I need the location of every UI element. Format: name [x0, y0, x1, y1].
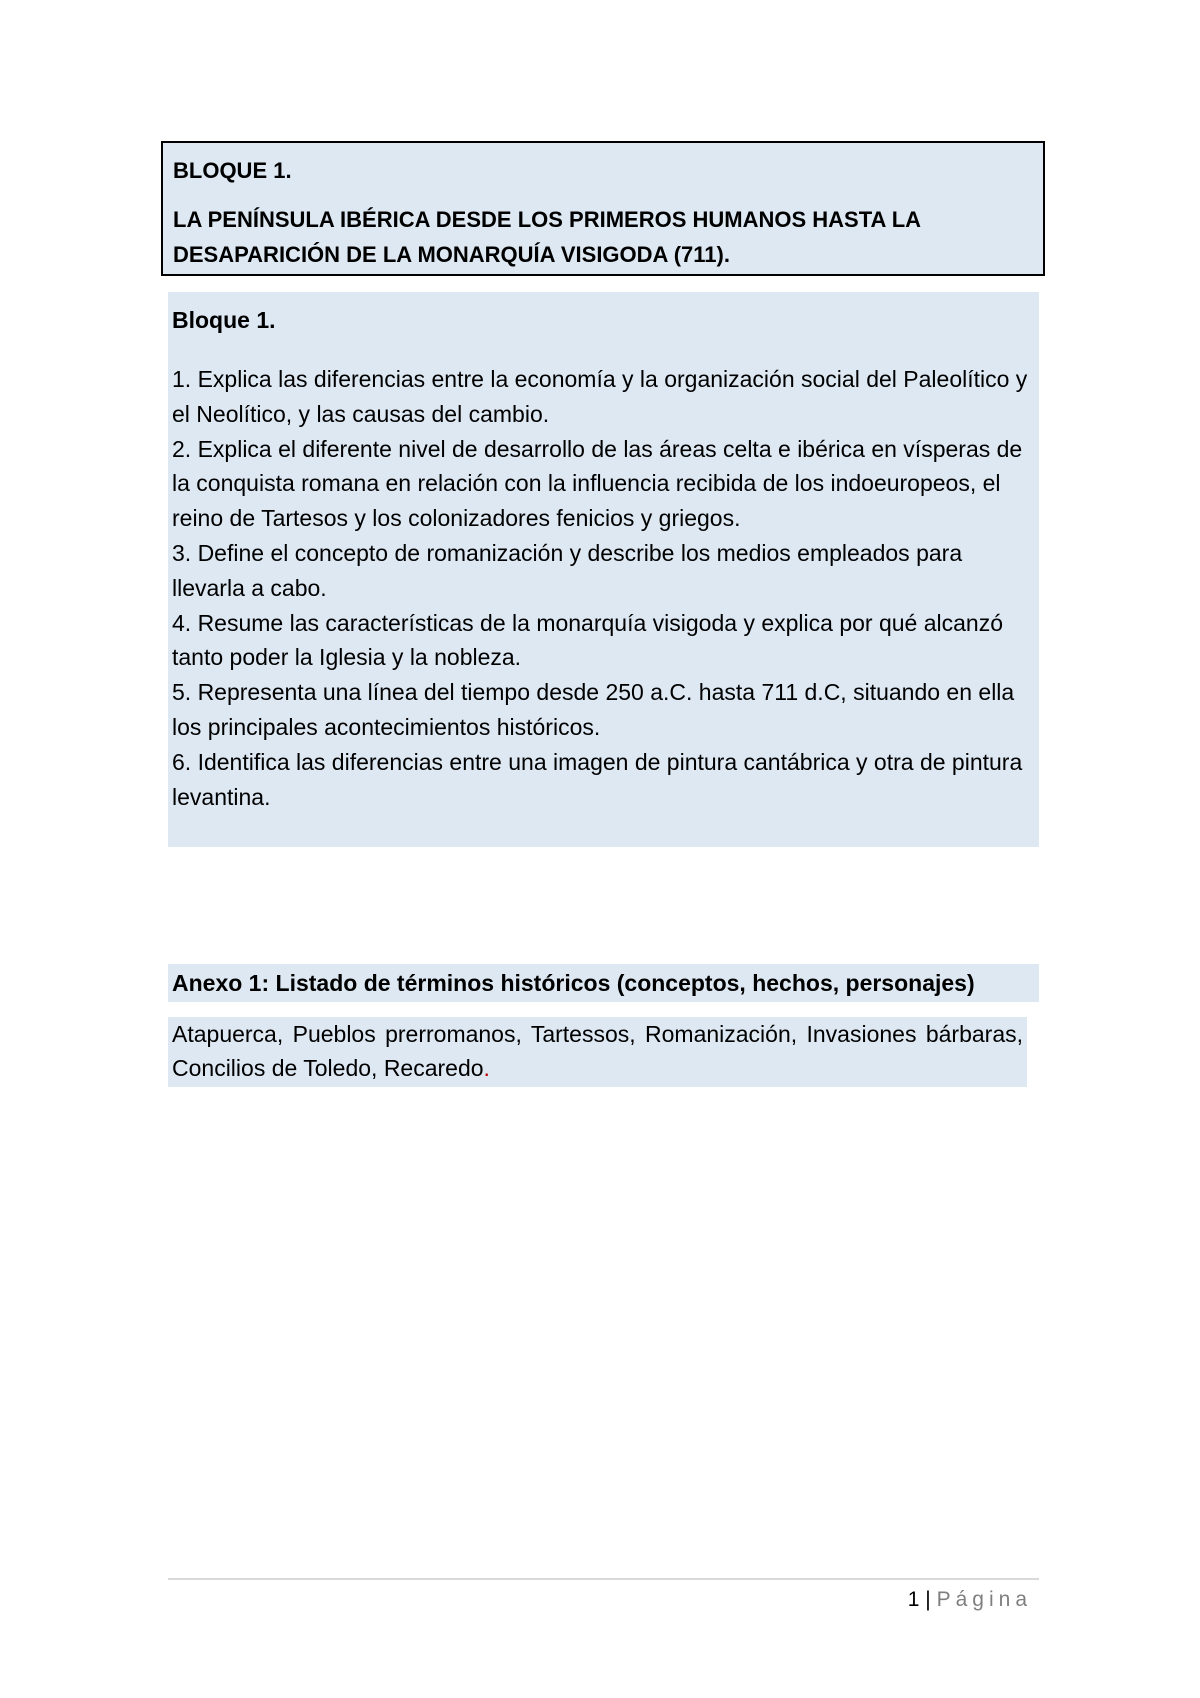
questions-box [168, 292, 1039, 847]
question-item-3: 3. Define el concepto de romanización y describe los medios empleados para llevarla a cabo. [172, 539, 963, 601]
annex-title: Anexo 1: Listado de términos históricos (conceptos, hechos, personajes) [168, 964, 1039, 1002]
annex-terms [168, 1017, 1027, 1087]
page-number: 1 [907, 1588, 920, 1611]
annex-terms-end: . [483, 1055, 490, 1081]
block-title-box [161, 141, 1045, 276]
questions-list [172, 362, 1035, 814]
question-item-4: 4. Resume las características de la monarquía visigoda y explica por qué alcanzó tanto poder la Iglesia y la nobleza. [172, 609, 1003, 671]
page-footer [908, 1585, 1032, 1615]
page-label: Página [936, 1588, 1032, 1611]
annex-terms-text: Atapuerca, Pueblos prerromanos, Tartessos, Romanización, Invasiones bárbaras, Concilios de Toledo, Recaredo [172, 1021, 1023, 1081]
block-label: BLOQUE 1. [173, 158, 292, 183]
footer-separator: | [925, 1588, 931, 1611]
questions-heading: Bloque 1. [172, 307, 276, 333]
question-item-1: 1. Explica las diferencias entre la economía y la organización social del Paleolítico y el Neolítico, y las causas del cambio. [172, 366, 1028, 427]
question-item-5: 5. Representa una línea del tiempo desde 250 a.C. hasta 711 d.C, situando en ella los principales acontecimientos históricos. [172, 679, 1015, 740]
footer-divider [168, 1578, 1039, 1580]
block-title-line-1: LA PENÍNSULA IBÉRICA DESDE LOS PRIMEROS HUMANOS HASTA LA [173, 207, 922, 232]
question-item-6: 6. Identifica las diferencias entre una imagen de pintura cantábrica y otra de pintura levantina. [172, 748, 1023, 810]
block-title-line-2: DESAPARICIÓN DE LA MONARQUÍA VISIGODA (711). [173, 242, 730, 267]
question-item-2: 2. Explica el diferente nivel de desarrollo de las áreas celta e ibérica en vísperas de la conquista romana en relación con la influencia recibida de los indoeuropeos, el reino de Tartesos y los colonizadores fenicios y griegos. [172, 435, 1023, 532]
